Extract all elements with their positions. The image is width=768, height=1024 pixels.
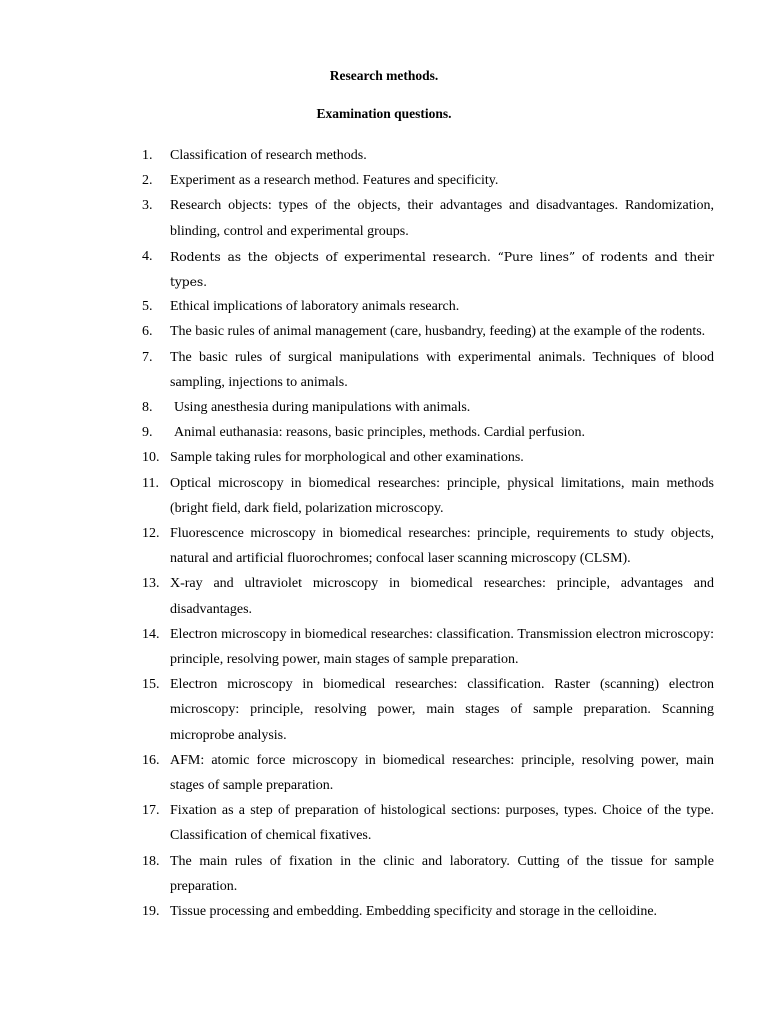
question-item: [142, 445, 714, 470]
question-number: 2.: [142, 173, 153, 189]
question-text: Ethical implications of laboratory animals research.: [170, 299, 460, 315]
question-text: Experiment as a research method. Features and specificity.: [170, 173, 499, 189]
question-number: 1.: [142, 148, 153, 163]
question-item: [142, 672, 714, 748]
question-number: 3.: [142, 198, 153, 214]
question-text: Animal euthanasia: reasons, basic principles, methods. Cardial perfusion.: [174, 425, 585, 441]
document-subtitle: Examination questions.: [316, 106, 452, 121]
question-item: [142, 294, 714, 319]
question-item: [142, 345, 714, 395]
question-item: [142, 168, 714, 193]
question-number: 17.: [142, 803, 160, 819]
question-text: Sample taking rules for morphological and other examinations.: [170, 450, 524, 466]
question-number: 13.: [142, 576, 160, 592]
question-text: Optical microscopy in biomedical researches: principle, physical limitations, main methods (bright field, dark field, polarization microscopy.: [170, 475, 714, 516]
document-title: Research methods.: [329, 68, 439, 83]
question-number: 5.: [142, 299, 153, 315]
question-item: [142, 471, 714, 521]
question-number: 6.: [142, 324, 153, 340]
question-number: 7.: [142, 349, 153, 365]
question-text: The basic rules of surgical manipulations with experimental animals. Techniques of blood sampling, injections to animals.: [170, 349, 714, 390]
question-item: [142, 244, 714, 294]
question-text: Research objects: types of the objects, their advantages and disadvantages. Randomization, blinding, control and experimental groups.: [170, 198, 714, 239]
question-number: 18.: [142, 853, 160, 869]
question-item: [142, 395, 714, 420]
question-item: [142, 622, 714, 672]
question-list: [142, 143, 714, 924]
question-number: 19.: [142, 904, 160, 920]
question-number: 12.: [142, 526, 160, 542]
question-number: 4.: [142, 248, 153, 264]
question-text: Fixation as a step of preparation of histological sections: purposes, types. Choice of the type. Classification of chemical fixatives.: [170, 803, 714, 844]
question-item: [142, 748, 714, 798]
question-text: The main rules of fixation in the clinic and laboratory. Cutting of the tissue for sample preparation.: [170, 853, 714, 894]
question-text: Fluorescence microscopy in biomedical researches: principle, requirements to study objects, natural and artificial fluorochromes; confocal laser scanning microscopy (CLSM).: [170, 526, 714, 567]
question-number: 10.: [142, 450, 160, 466]
question-number: 16.: [142, 752, 160, 768]
question-text: Using anesthesia during manipulations with animals.: [174, 400, 471, 416]
question-item: [142, 571, 714, 621]
question-item: [142, 420, 714, 445]
question-item: [142, 143, 714, 168]
question-text: Tissue processing and embedding. Embedding specificity and storage in the celloidine.: [170, 904, 658, 920]
question-item: [142, 849, 714, 899]
question-item: [142, 521, 714, 571]
question-text: Rodents as the objects of experimental research. “Pure lines” of rodents and their types.: [170, 248, 714, 290]
question-number: 14.: [142, 626, 160, 642]
question-item: [142, 899, 714, 924]
question-item: [142, 193, 714, 243]
question-text: Electron microscopy in biomedical researches: classification. Raster (scanning) electron microscopy: principle, resolving power, main stages of sample preparation. Scanning microprobe analysis.: [170, 677, 714, 743]
question-item: [142, 798, 714, 848]
question-number: 15.: [142, 677, 160, 693]
question-text: Classification of research methods.: [170, 148, 367, 163]
question-text: X-ray and ultraviolet microscopy in biomedical researches: principle, advantages and disadvantages.: [170, 576, 714, 617]
question-number: 11.: [142, 475, 159, 491]
question-number: 8.: [142, 400, 153, 416]
question-item: [142, 319, 714, 344]
question-text: AFM: atomic force microscopy in biomedical researches: principle, resolving power, main stages of sample preparation.: [170, 752, 714, 794]
question-text: The basic rules of animal management (care, husbandry, feeding) at the example of the rodents.: [170, 324, 706, 340]
question-number: 9.: [142, 425, 153, 441]
question-text: Electron microscopy in biomedical researches: classification. Transmission electron microscopy: principle, resolving power, main stages of sample preparation.: [170, 626, 714, 668]
